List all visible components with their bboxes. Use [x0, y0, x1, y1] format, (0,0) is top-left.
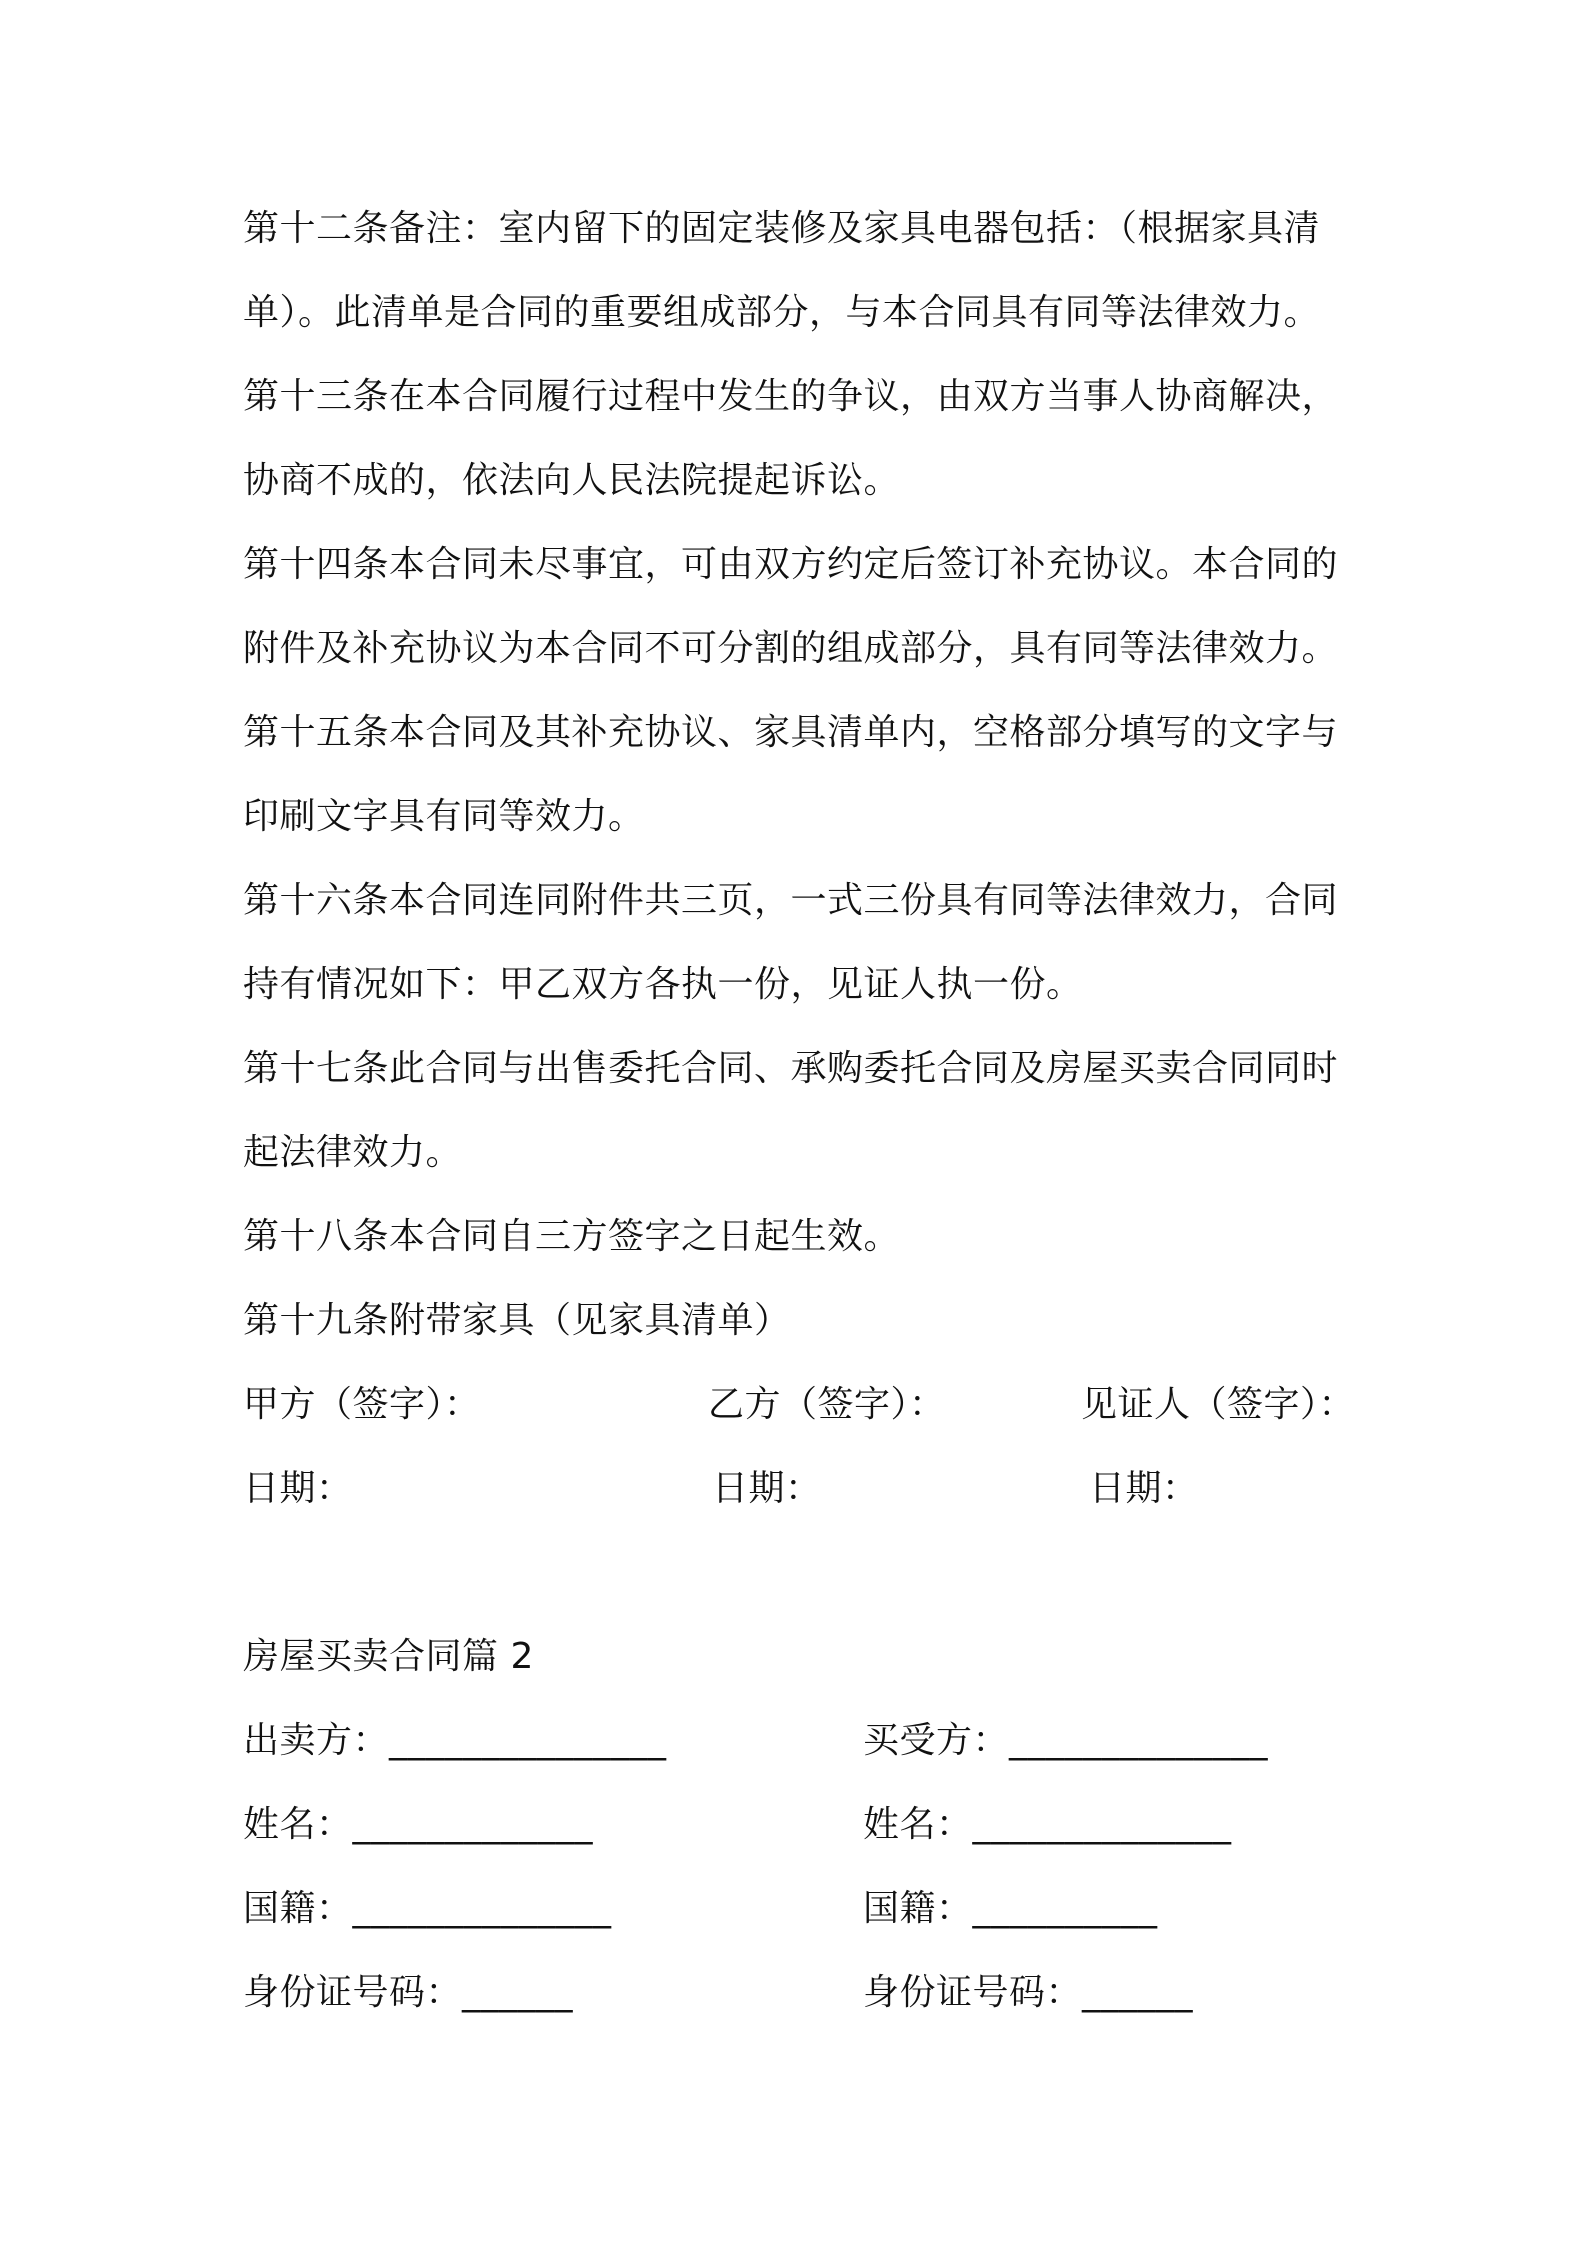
clause-17-line-1: 第十七条此合同与出售委托合同、承购委托合同及房屋买卖合同同时: [243, 1048, 1339, 1089]
witness-date-label: 日期：: [1089, 1468, 1199, 1509]
seller-id-field: 身份证号码：______: [243, 1972, 574, 2013]
clause-18: 第十八条本合同自三方签字之日起生效。: [243, 1216, 901, 1257]
clause-13-line-1: 第十三条在本合同履行过程中发生的争议，由双方当事人协商解决，: [243, 376, 1339, 417]
seller-nationality-field: 国籍：______________: [243, 1888, 612, 1929]
clause-15-line-2: 印刷文字具有同等效力。: [243, 796, 645, 837]
clause-17-line-2: 起法律效力。: [243, 1132, 463, 1173]
buyer-field: 买受方：______________: [863, 1720, 1269, 1761]
clause-15-line-1: 第十五条本合同及其补充协议、家具清单内，空格部分填写的文字与: [243, 712, 1339, 753]
clause-12-line-2: 单）。此清单是合同的重要组成部分，与本合同具有同等法律效力。: [243, 292, 1321, 333]
buyer-nationality-field: 国籍：__________: [863, 1888, 1158, 1929]
clause-12-line-1: 第十二条备注：室内留下的固定装修及家具电器包括：（根据家具清: [243, 208, 1321, 249]
seller-name-field: 姓名：_____________: [243, 1804, 594, 1845]
clause-14-line-1: 第十四条本合同未尽事宜，可由双方约定后签订补充协议。本合同的: [243, 544, 1339, 585]
party-a-signature-label: 甲方（签字）：: [243, 1384, 481, 1425]
buyer-id-field: 身份证号码：______: [863, 1972, 1194, 2013]
witness-signature-label: 见证人（签字）：: [1081, 1384, 1356, 1425]
party-b-signature-label: 乙方（签字）：: [708, 1384, 946, 1425]
clause-16-line-2: 持有情况如下：甲乙双方各执一份，见证人执一份。: [243, 964, 1083, 1005]
party-a-date-label: 日期：: [243, 1468, 353, 1509]
contract-2-title: 房屋买卖合同篇 2: [243, 1636, 534, 1677]
party-b-date-label: 日期：: [712, 1468, 822, 1509]
clause-19: 第十九条附带家具（见家具清单）: [243, 1300, 791, 1341]
seller-field: 出卖方：_______________: [243, 1720, 667, 1761]
clause-14-line-2: 附件及补充协议为本合同不可分割的组成部分，具有同等法律效力。: [243, 628, 1339, 669]
buyer-name-field: 姓名：______________: [863, 1804, 1232, 1845]
clause-13-line-2: 协商不成的，依法向人民法院提起诉讼。: [243, 460, 901, 501]
clause-16-line-1: 第十六条本合同连同附件共三页，一式三份具有同等法律效力，合同: [243, 880, 1339, 921]
